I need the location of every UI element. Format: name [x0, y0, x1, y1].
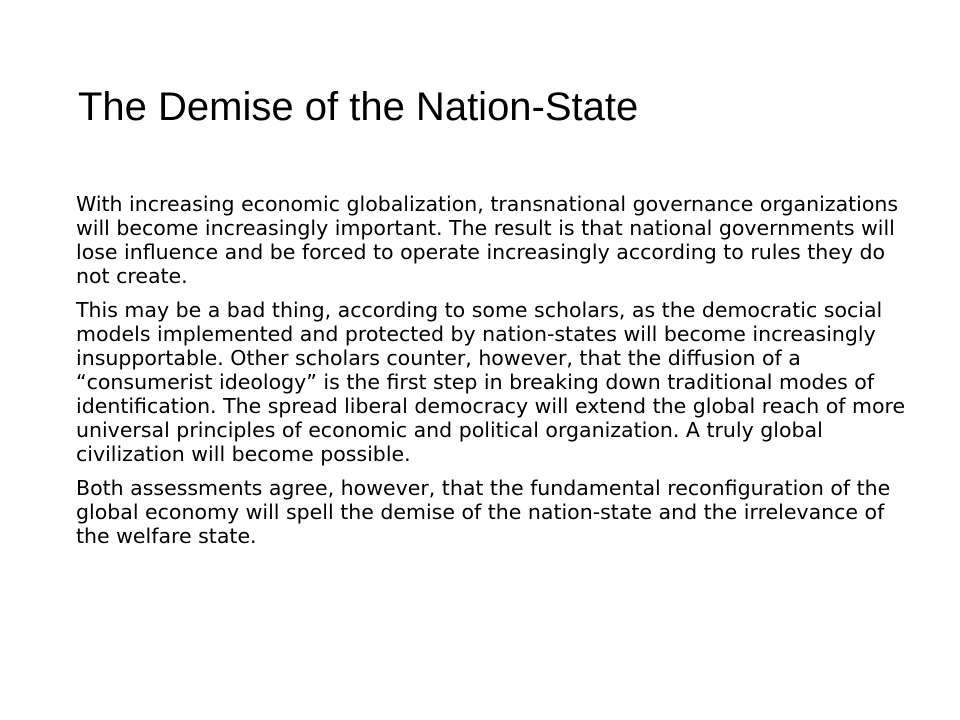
- slide-body: [76, 192, 906, 558]
- body-paragraph-3: Both assessments agree, however, that the fundamental reconfiguration of the global economy will spell the demise of the nation-state and the irrelevance of the welfare state.: [76, 476, 891, 548]
- body-paragraph-2: This may be a bad thing, according to some scholars, as the democratic social models implemented and protected by nation-states will become increasingly insupportable. Other scholars counter, however, that the diffusion of a “consumerist ideology” is the first step in breaking down traditional modes of identification. The spread liberal democracy will extend the global reach of more universal principles of economic and political organization. A truly global civilization will become possible.: [76, 298, 906, 466]
- body-paragraph-1: With increasing economic globalization, transnational governance organizations will become increasingly important. The result is that national governments will lose influence and be forced to operate increasingly according to rules they do not create.: [76, 192, 899, 288]
- slide-title: The Demise of the Nation-State: [78, 85, 639, 129]
